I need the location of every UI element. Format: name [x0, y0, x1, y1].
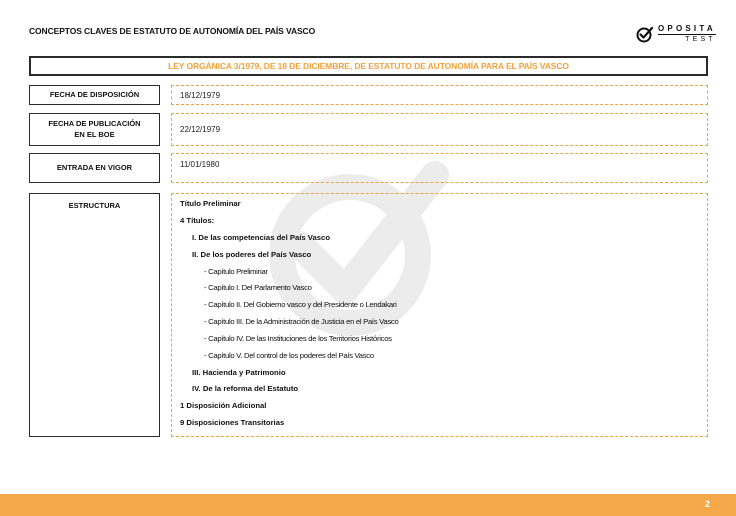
- list-item: 4 Títulos:: [180, 216, 215, 225]
- list-item: 9 Disposiciones Transitorias: [180, 418, 285, 427]
- logo-wordmark-top: OPOSITA: [658, 24, 716, 33]
- list-item: 1 Disposición Adicional: [180, 401, 267, 410]
- page-number: 2: [704, 499, 710, 509]
- value-fecha-publicacion: [171, 113, 708, 146]
- label-estructura: [29, 193, 160, 437]
- logo-wordmark-bottom: TEST: [658, 34, 716, 43]
- value-entrada-vigor-text: 11/01/1980: [180, 160, 220, 169]
- label-fecha-publicacion-line2: EN EL BOE: [74, 129, 115, 139]
- label-fecha-disposicion-text: FECHA DE DISPOSICIÓN: [49, 89, 140, 99]
- estructura-list: [171, 193, 708, 437]
- label-estructura-text: ESTRUCTURA: [68, 201, 121, 210]
- label-entrada-vigor-text: ENTRADA EN VIGOR: [56, 162, 133, 172]
- list-item: - Capítulo IV. De las Instituciones de los Territorios Históricos: [204, 334, 392, 343]
- value-fecha-publicacion-text: 22/12/1979: [180, 125, 221, 134]
- value-fecha-disposicion: [171, 85, 708, 105]
- opositatest-logo: [636, 22, 716, 46]
- list-item: - Capítulo Preliminar: [204, 267, 268, 276]
- label-fecha-publicacion-line1: FECHA DE PUBLICACIÓN: [48, 119, 141, 129]
- list-item: - Capítulo II. Del Gobierno vasco y del Presidente o Lendakari: [204, 300, 397, 309]
- list-item: I. De las competencias del País Vasco: [192, 233, 331, 242]
- list-item: II. De los poderes del País Vasco: [192, 250, 312, 259]
- list-item: - Capítulo III. De la Administración de Justicia en el País Vasco: [204, 317, 399, 326]
- document-title: CONCEPTOS CLAVES DE ESTATUTO DE AUTONOMÍA DEL PAÍS VASCO: [29, 26, 316, 36]
- list-item: IV. De la reforma del Estatuto: [192, 384, 299, 393]
- label-fecha-disposicion: [29, 85, 160, 105]
- law-title: LEY ORGÁNICA 3/1979, DE 18 DE DICIEMBRE, DE ESTATUTO DE AUTONOMÍA PARA EL PAÍS VASCO: [168, 61, 569, 71]
- list-item: III. Hacienda y Patrimonio: [192, 368, 286, 377]
- footer-bar: [0, 494, 736, 516]
- label-fecha-publicacion: [29, 113, 160, 146]
- list-item: Título Preliminar: [180, 199, 241, 208]
- check-circle-icon: [636, 25, 654, 43]
- value-fecha-disposicion-text: 18/12/1979: [180, 90, 221, 100]
- list-item: - Capítulo I. Del Parlamento Vasco: [204, 283, 312, 292]
- law-title-banner: [29, 56, 708, 76]
- label-entrada-vigor: [29, 153, 160, 183]
- value-entrada-vigor: [171, 153, 708, 183]
- list-item: - Capítulo V. Del control de los poderes del País Vasco: [204, 351, 374, 360]
